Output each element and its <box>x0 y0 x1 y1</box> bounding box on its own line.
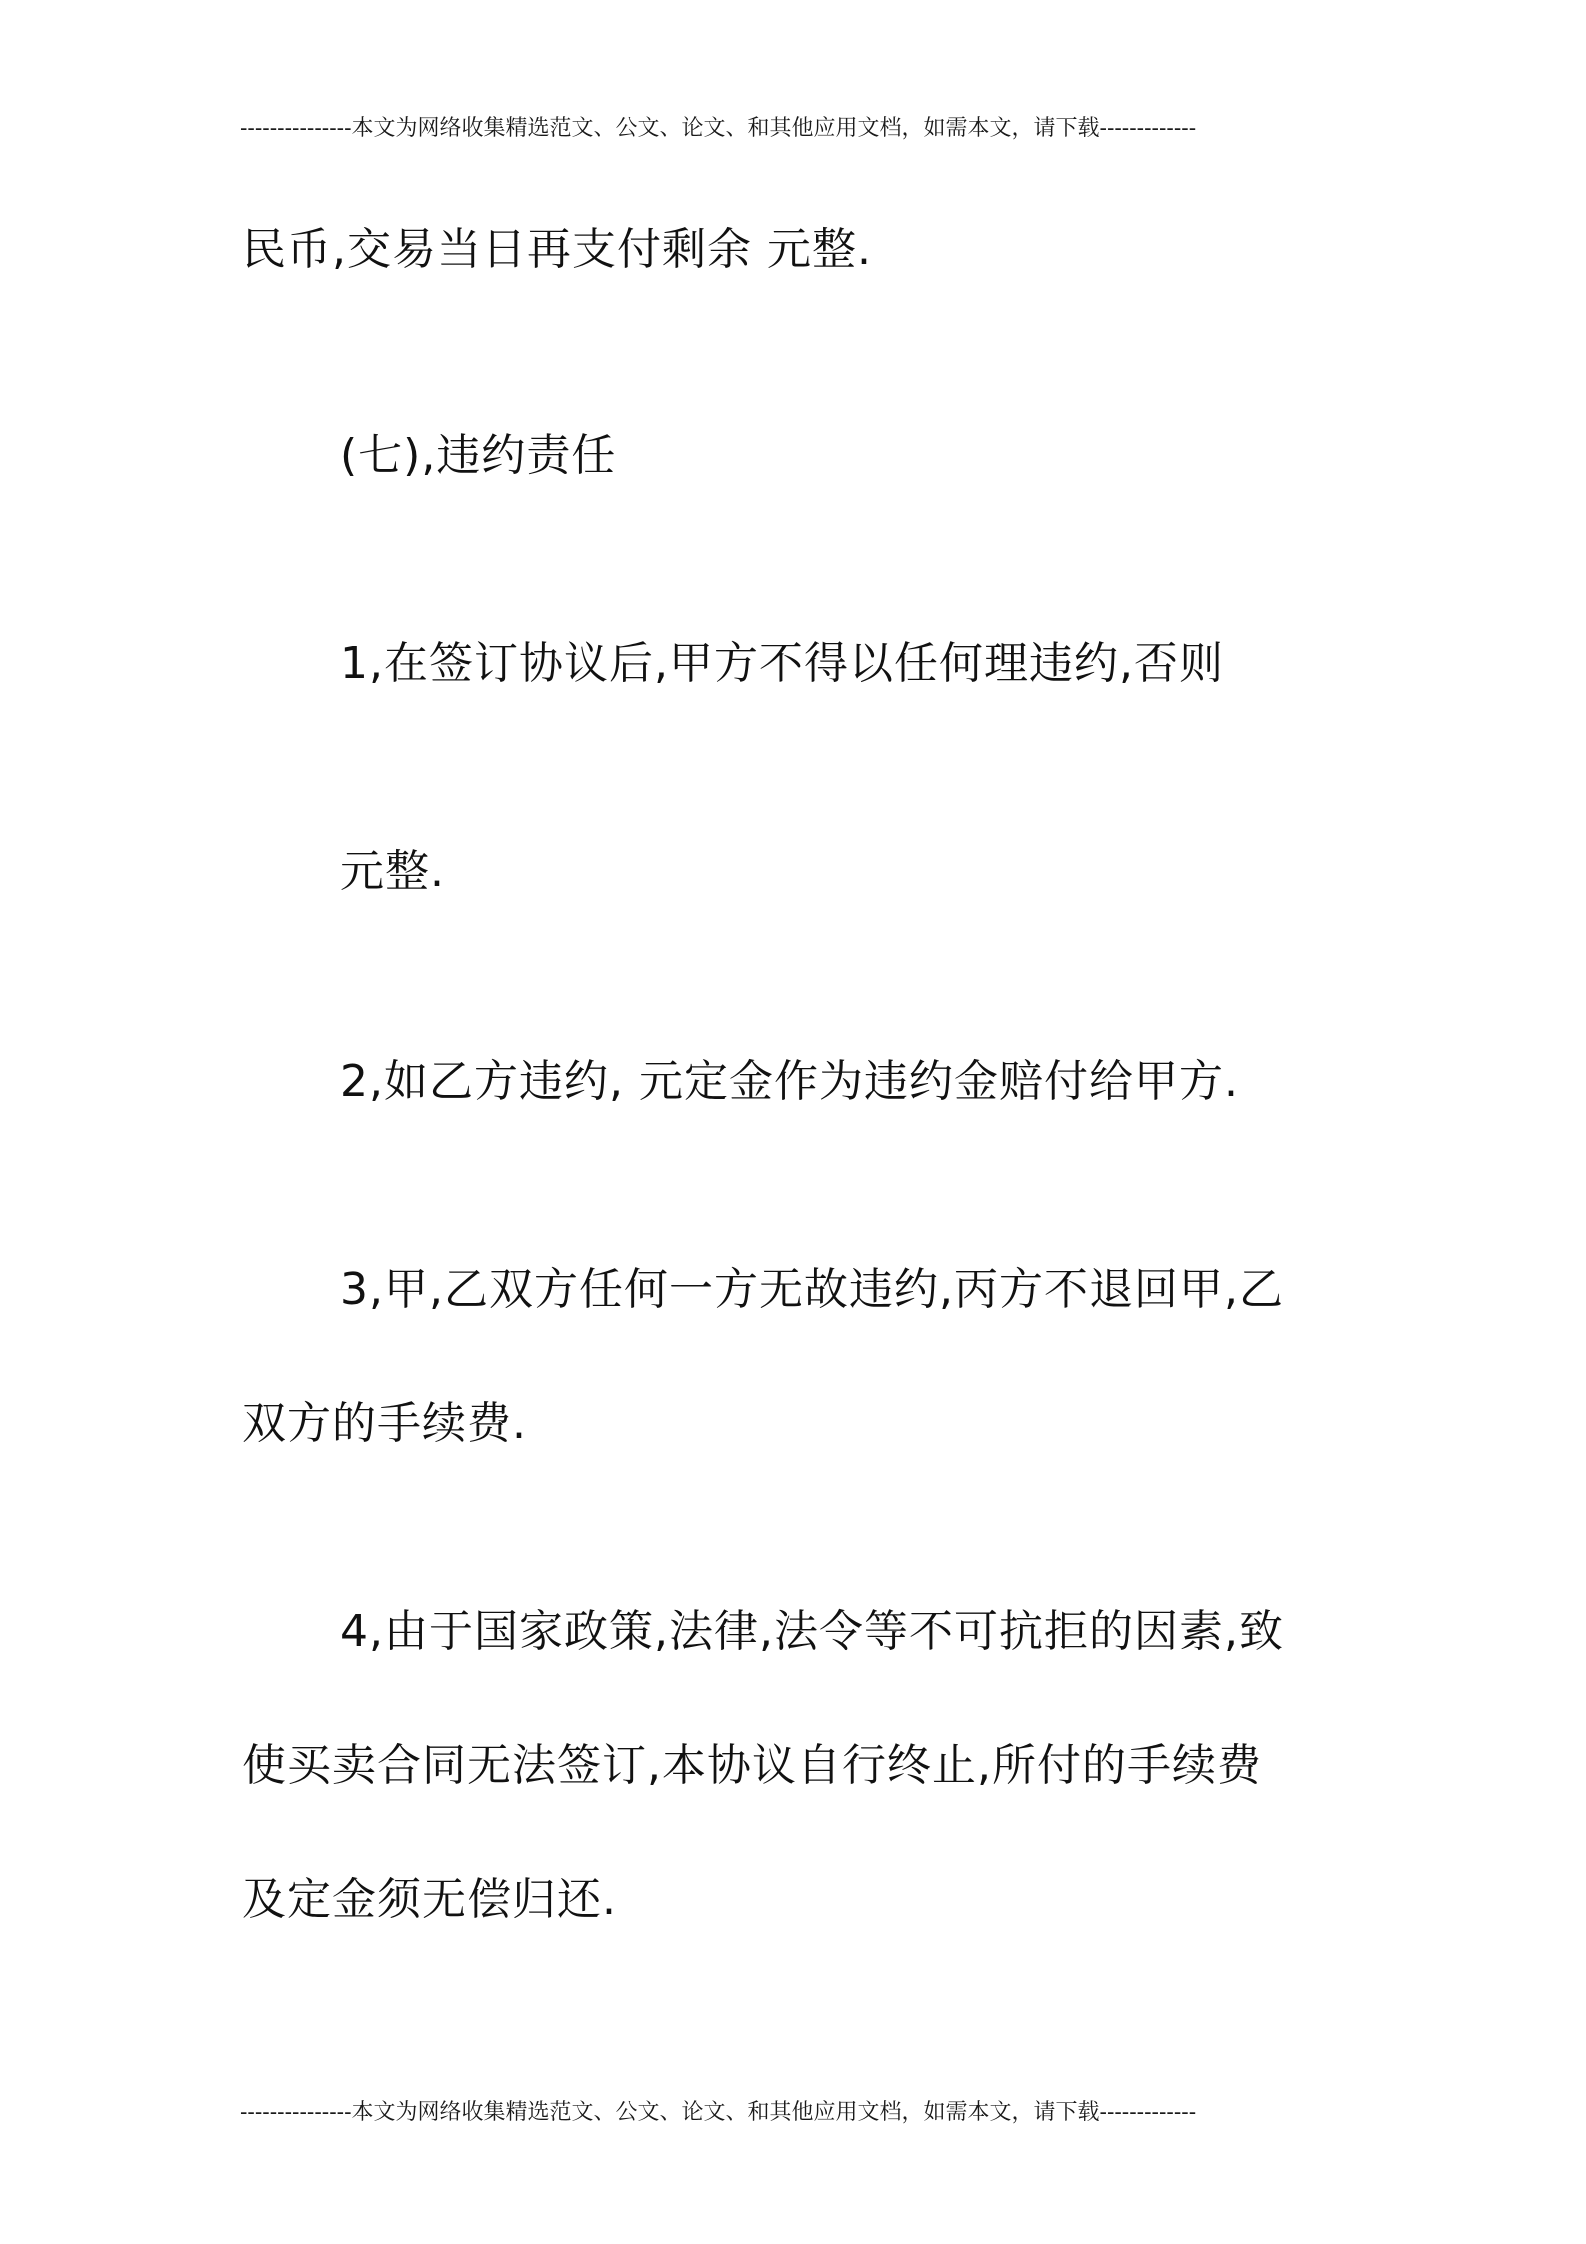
clause-4-line-1: 4,由于国家政策,法律,法令等不可抗拒的因素,致 <box>340 1606 1284 1657</box>
clause-4-line-2: 使买卖合同无法签订,本协议自行终止,所付的手续费 <box>242 1740 1262 1791</box>
clause-1-line-1: 1,在签订协议后,甲方不得以任何理违约,否则 <box>340 638 1224 689</box>
clause-3-line-1: 3,甲,乙双方任何一方无故违约,丙方不退回甲,乙 <box>340 1264 1284 1315</box>
clause-3-line-2: 双方的手续费. <box>242 1398 527 1449</box>
header-banner: ---------------本文为网络收集精选范文、公文、论文、和其他应用文档，如需本文，请下载------------- <box>240 116 1197 141</box>
footer-banner: ---------------本文为网络收集精选范文、公文、论文、和其他应用文档，如需本文，请下载------------- <box>240 2100 1197 2125</box>
section-heading-breach-liability: (七),违约责任 <box>340 430 617 481</box>
clause-2-line-1: 2,如乙方违约, 元定金作为违约金赔付给甲方. <box>340 1056 1239 1107</box>
body-line-1: 民币,交易当日再支付剩余 元整. <box>242 224 872 275</box>
clause-4-line-3: 及定金须无偿归还. <box>242 1874 617 1925</box>
clause-1-line-2: 元整. <box>340 846 445 897</box>
